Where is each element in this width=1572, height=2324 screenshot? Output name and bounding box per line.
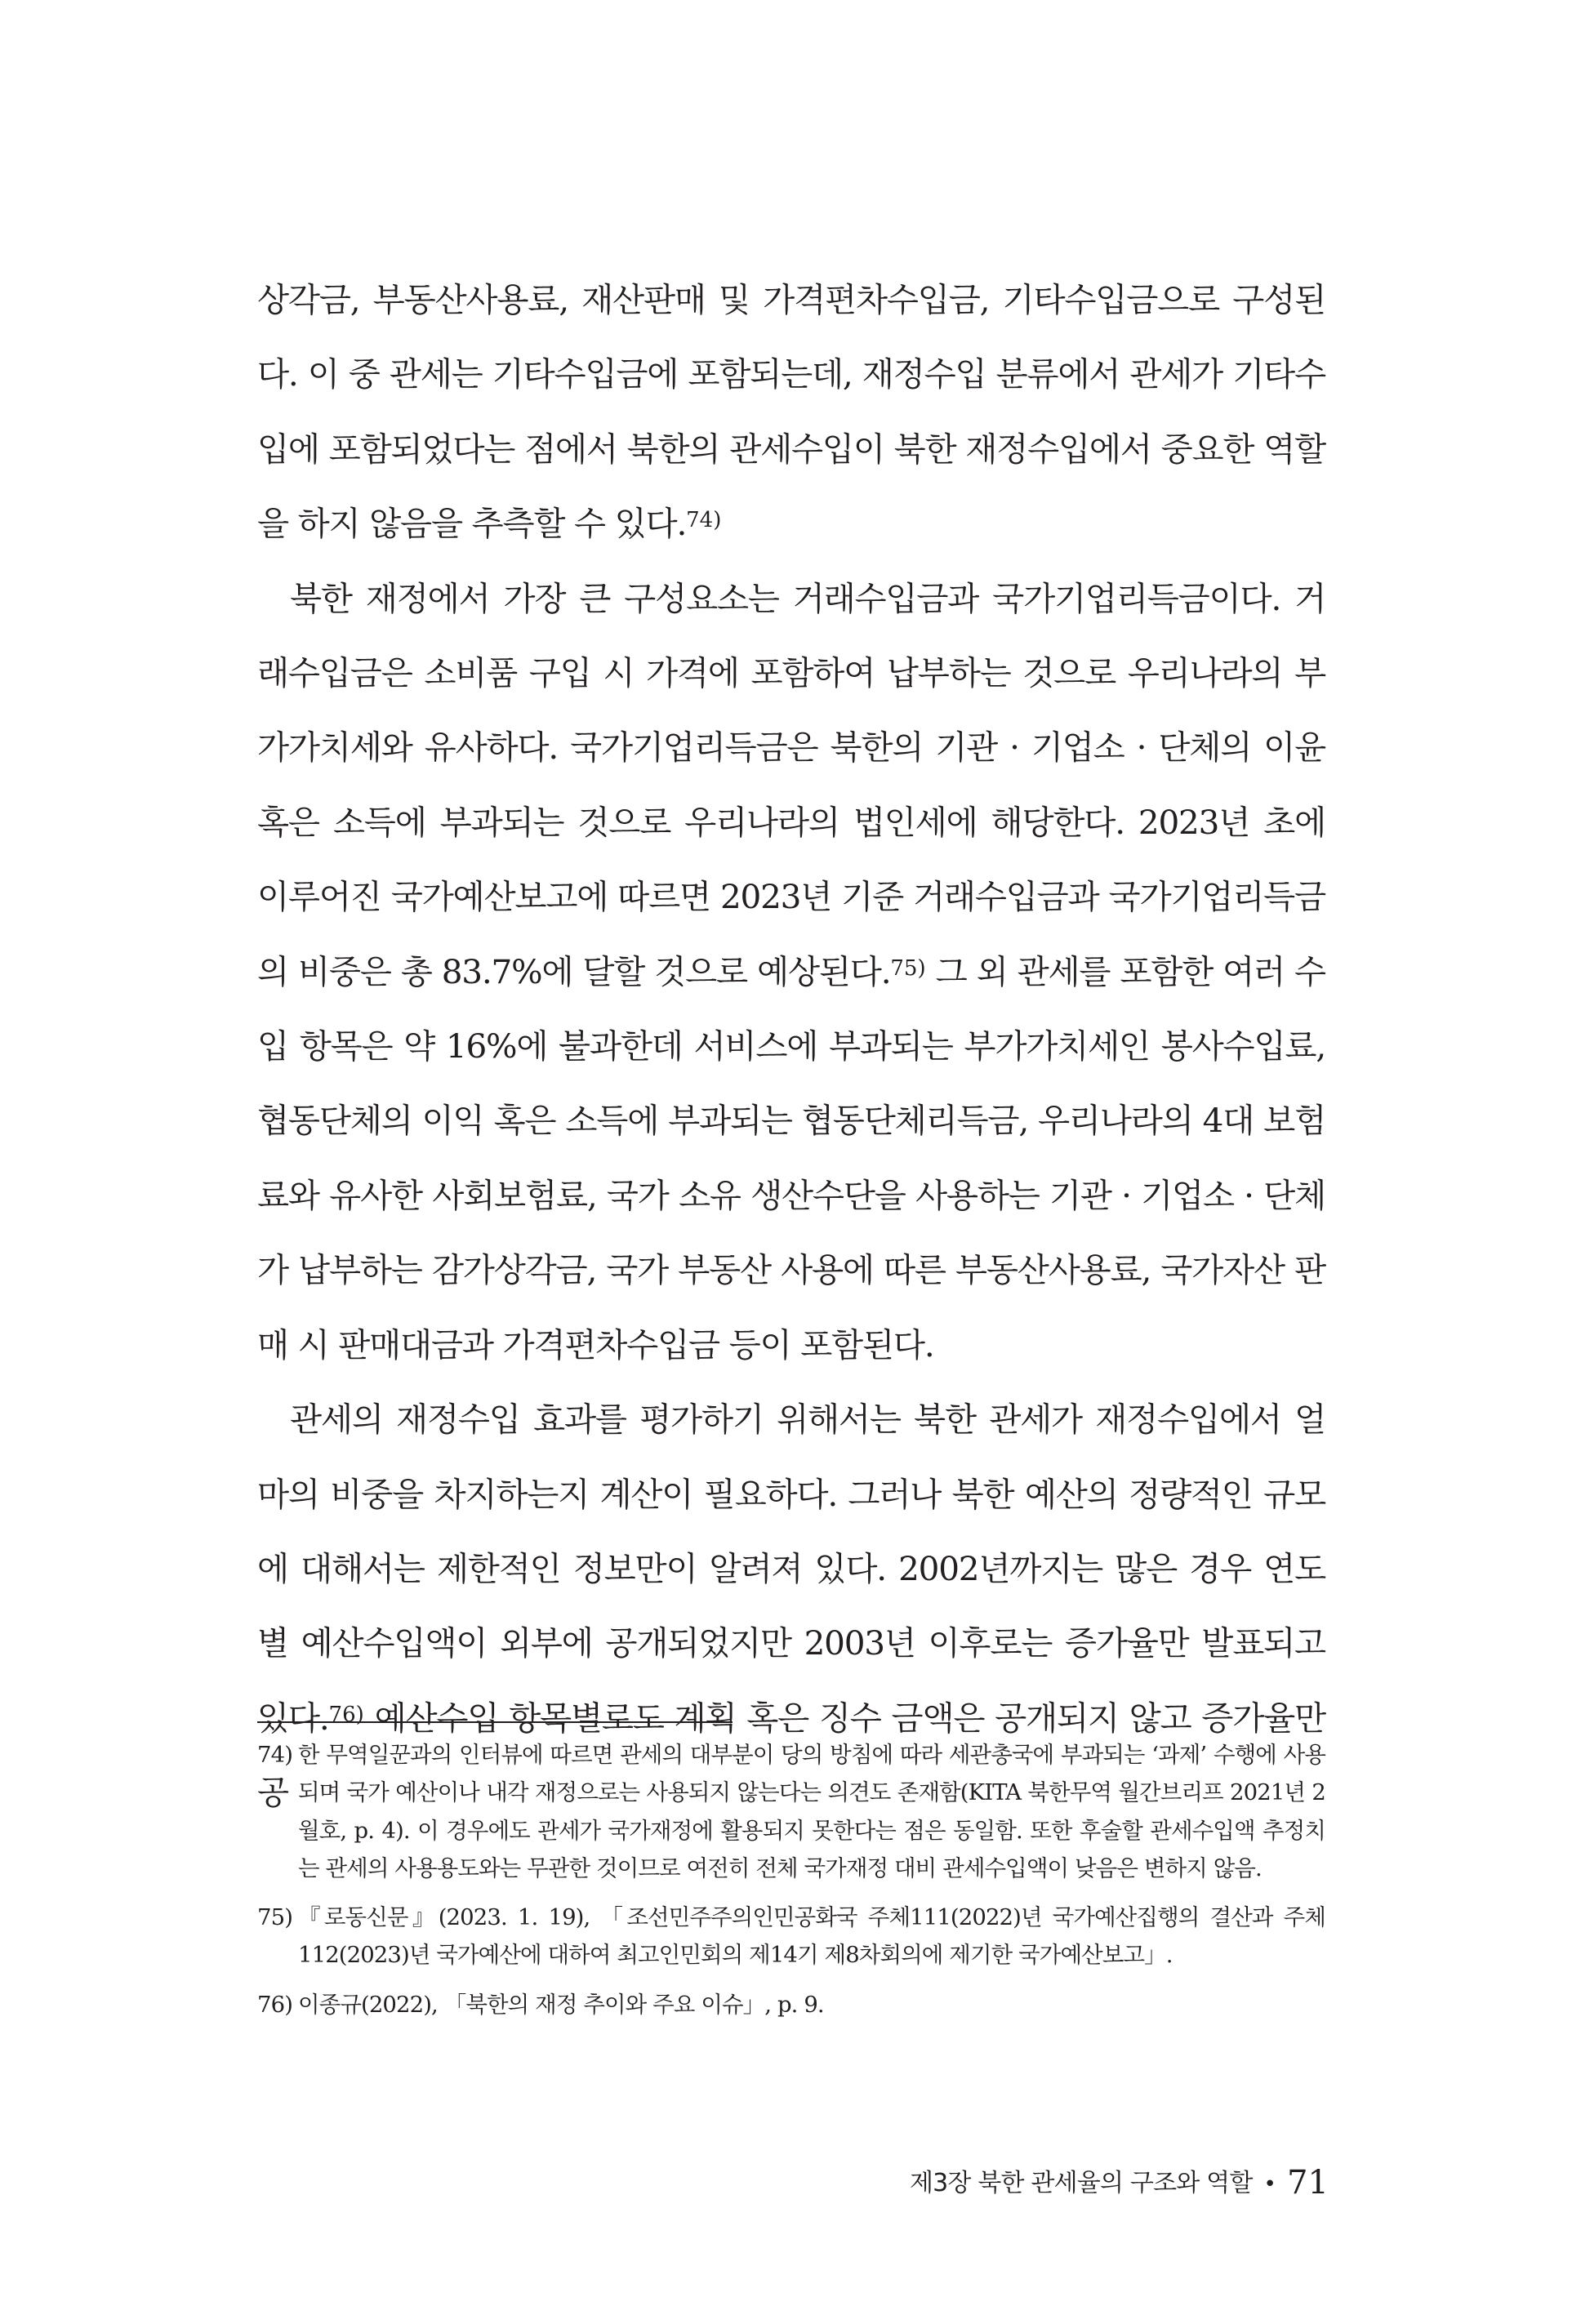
footnote-ref-74[interactable]: 74) bbox=[686, 508, 722, 533]
paragraph-1-text: 상각금, 부동산사용료, 재산판매 및 가격편차수입금, 기타수입금으로 구성된다. 이 중 관세는 기타수입금에 포함되는데, 재정수입 분류에서 관세가 기타수입에 포함되었다는 점에서 북한의 관세수입이 북한 재정수입에서 중요한 역할을 하지 않음을 추측할 수 있다. bbox=[257, 280, 1325, 544]
bullet-separator: • bbox=[1263, 2172, 1276, 2197]
paragraph-3-text-b: 예산수입 항목별로도 계획 혹은 징수 금액은 공개되지 않고 증가율만 공 bbox=[257, 1698, 1325, 1813]
footnotes bbox=[257, 1736, 1325, 2035]
footnote-ref-75[interactable]: 75) bbox=[890, 955, 926, 981]
paragraph-2-text-a: 북한 재정에서 가장 큰 구성요소는 거래수입금과 국가기업리득금이다. 거래수입금은 소비품 구입 시 가격에 포함하여 납부하는 것으로 우리나라의 부가가치세와 유사하다. 국가기업리득금은 북한의 기관 · 기업소 · 단체의 이윤 혹은 소득에 부과되는 것으로 우리나라의 법인세에 해당한다. 2023년 초에 이루어진 국가예산보고에 따르면 2023년 기준 거래수입금과 국가기업리득금의 비중은 총 83.7%에 달할 것으로 예상된다. bbox=[257, 578, 1326, 991]
body-text bbox=[257, 263, 1325, 1831]
paragraph-2 bbox=[257, 562, 1325, 1382]
footnote-ref-76[interactable]: 76) bbox=[328, 1702, 364, 1727]
paragraph-2-text-b: 그 외 관세를 포함한 여러 수입 항목은 약 16%에 불과한데 서비스에 부과되는 부가가치세인 봉사수입료, 협동단체의 이익 혹은 소득에 부과되는 협동단체리득금, 우리나라의 4대 보험료와 유사한 사회보험료, 국가 소유 생산수단을 사용하는 기관 · 기업소 · 단체가 납부하는 감가상각금, 국가 부동산 사용에 따른 부동산사용료, 국가자산 판매 시 판매대금과 가격편차수입금 등이 포함된다. bbox=[257, 951, 1325, 1365]
page-number: 71 bbox=[1287, 2164, 1329, 2202]
footnote-74 bbox=[257, 1736, 1325, 1887]
footnote-76 bbox=[257, 1986, 1325, 2023]
footnote-75 bbox=[257, 1899, 1325, 1975]
footnote-text: 『로동신문』(2023. 1. 19), 「조선민주주의인민공화국 주체111(2022)년 국가예산집행의 결산과 주체112(2023)년 국가예산에 대하여 최고인민회의 제14기 제8차회의에 제기한 국가예산보고」. bbox=[298, 1904, 1325, 1969]
footnote-number: 75) bbox=[257, 1904, 293, 1931]
footnote-text: 이종규(2022), 「북한의 재정 추이와 주요 이슈」, p. 9. bbox=[298, 1991, 824, 2018]
paragraph-1 bbox=[257, 263, 1325, 562]
footnote-number: 76) bbox=[257, 1991, 293, 2018]
footnote-number: 74) bbox=[257, 1742, 293, 1768]
footnote-divider bbox=[257, 1721, 733, 1723]
running-footer bbox=[910, 2162, 1329, 2202]
paragraph-3-text-a: 관세의 재정수입 효과를 평가하기 위해서는 북한 관세가 재정수입에서 얼마의 비중을 차지하는지 계산이 필요하다. 그러나 북한 예산의 정량적인 규모에 대해서는 제한적인 정보만이 알려져 있다. 2002년까지는 많은 경우 연도별 예산수입액이 외부에 공개되었지만 2003년 이후로는 증가율만 발표되고 있다. bbox=[257, 1400, 1325, 1738]
footnote-text: 한 무역일꾼과의 인터뷰에 따르면 관세의 대부분이 당의 방침에 따라 세관총국에 부과되는 ‘과제’ 수행에 사용되며 국가 예산이나 내각 재정으로는 사용되지 않는다는 의견도 존재함(KITA 북한무역 월간브리프 2021년 2월호, p. 4). 이 경우에도 관세가 국가재정에 활용되지 못한다는 점은 동일함. 또한 후술할 관세수입액 추정치는 관세의 사용용도와는 무관한 것이므로 여전히 전체 국가재정 대비 관세수입액이 낮음은 변하지 않음. bbox=[298, 1742, 1325, 1881]
chapter-title: 제3장 북한 관세율의 구조와 역할 bbox=[909, 2169, 1253, 2197]
